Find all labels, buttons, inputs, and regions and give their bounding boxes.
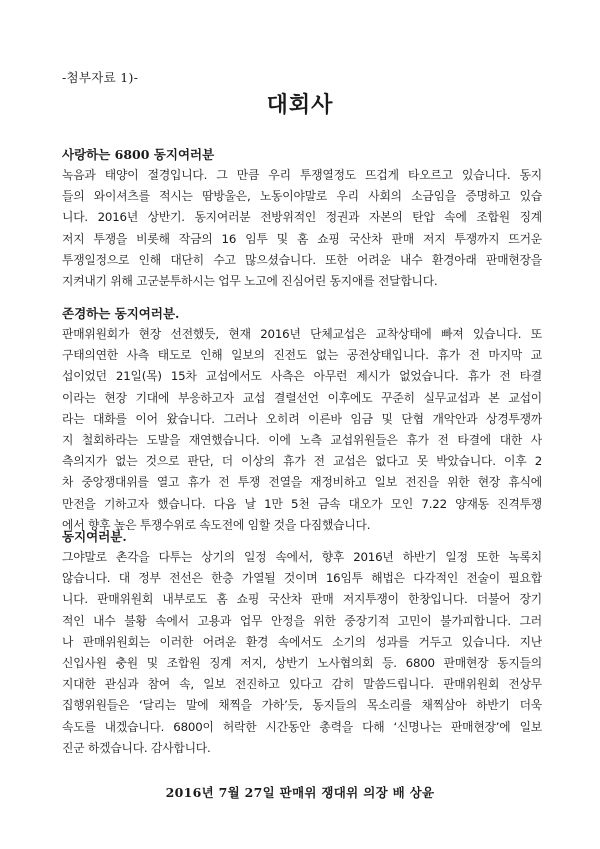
body-line: 이라는 현장 기대에 부응하고자 교섭 결렬선언 이후에도 꾸준히 실무교섭과 본 교섭이 [62, 390, 542, 405]
body-line: 니다. 판매위원회 내부로도 홈 쇼핑 국산차 판매 저지투쟁이 한창입니다. 더불어 장기 [62, 592, 542, 607]
section-body [62, 547, 542, 759]
body-line: 니다. 2016년 상반기. 동지여러분 전방위적인 정권과 자본의 탄압 속에 조합원 징계 [62, 210, 542, 225]
section-heading: 존경하는 동지여러분. [62, 306, 180, 321]
section-heading: 동지여러분. [62, 529, 127, 544]
body-line: 녹음과 태양이 절경입니다. 그 만큼 우리 투쟁열정도 뜨겁게 타오르고 있습니다. 동지 [62, 168, 542, 182]
body-line: 섭이었던 21일(목) 15차 교섭에서도 사측은 아무런 제시가 없었습니다. 휴가 전 타결 [62, 369, 542, 384]
body-line: 측의지가 없는 것으로 판단, 더 이상의 휴가 전 교섭은 없다고 못 박았습니다. 이후 2 [62, 454, 542, 469]
body-line: 판매위원회가 현장 선전했듯, 현재 2016년 단체교섭은 교착상태에 빠져 있습니다. 또 [62, 327, 542, 341]
section-body [62, 165, 542, 292]
section-negotiation [62, 304, 542, 536]
body-line: 적인 내수 불황 속에서 고용과 업무 안정을 위한 중장기적 고민이 불가피합니다. 그러 [62, 613, 542, 628]
body-line: 나 판매위원회는 이러한 어려운 환경 속에서도 소기의 성과를 거두고 있습니다. 지난 [62, 634, 542, 649]
section-greeting [62, 145, 542, 292]
body-line: 진군 하겠습니다. 감사합니다. [62, 740, 211, 755]
body-line: 지 철회하라는 도발을 재연했습니다. 이에 노측 교섭위원들은 휴가 전 타결에 대한 사 [62, 433, 542, 448]
body-line: 신입사원 충원 및 조합원 징계 저지, 상반기 노사협의회 등. 6800 판매현장 동지들의 [62, 656, 542, 671]
body-line: 차 중앙쟁대위를 열고 휴가 전 투쟁 전열을 재정비하고 일보 전진을 위한 현장 휴식에 [62, 475, 542, 490]
body-line: 들의 와이셔츠를 적시는 땀방울은, 노동이야말로 우리 사회의 소금임을 증명하고 있습 [62, 189, 542, 204]
body-line: 라는 대화를 이어 왔습니다. 그러나 오히려 이른바 임금 및 단협 개악안과 상경투쟁까 [62, 411, 542, 426]
section-body [62, 324, 542, 536]
body-line: 그야말로 촌각을 다투는 상기의 일정 속에서, 향후 2016년 하반기 일정 또한 녹록치 [62, 550, 542, 564]
section-heading: 사랑하는 6800 동지여러분 [62, 147, 215, 162]
body-line: 만전을 기하고자 했습니다. 다음 날 1만 5천 금속 대오가 모인 7.22 양재동 진격투쟁 [62, 496, 542, 511]
page-title: 대회사 [266, 93, 334, 118]
body-line: 속도를 내겠습니다. 6800이 허락한 시간동안 총력을 다해 ‘신명나는 판매현장’에 일보 [62, 719, 542, 734]
body-line: 않습니다. 대 정부 전선은 한층 가열될 것이며 16임투 해법은 다각적인 전술이 필요합 [62, 571, 542, 586]
body-line: 에서 향후 높은 투쟁수위로 속도전에 임할 것을 다짐했습니다. [62, 517, 371, 532]
body-line: 투쟁일정으로 인해 대단히 수고 많으셨습니다. 또한 어려운 내수 환경아래 판매현장을 [62, 252, 542, 267]
body-line: 집행위원들은 ‘달리는 말에 채찍을 가하’듯, 동지들의 목소리를 채찍삼아 하반기 더욱 [62, 698, 542, 713]
attachment-label: -첨부자료 1)- [62, 70, 139, 85]
section-outlook [62, 527, 542, 759]
body-line: 지대한 관심과 참여 속, 일보 전진하고 있다고 감히 말씀드립니다. 판매위원회 전상무 [62, 677, 542, 692]
signature-line: 2016년 7월 27일 판매위 쟁대위 의장 배 상윤 [165, 785, 435, 800]
body-line: 지켜내기 위해 고군분투하시는 업무 노고에 진심어린 동지애를 전달합니다. [62, 274, 438, 289]
body-line: 저지 투쟁을 비롯해 작금의 16 임투 및 홈 쇼핑 국산차 판매 저지 투쟁까지 뜨거운 [62, 231, 542, 246]
body-line: 구태의연한 사측 태도로 인해 일보의 진전도 없는 공전상태입니다. 휴가 전 마지막 교 [62, 348, 542, 363]
